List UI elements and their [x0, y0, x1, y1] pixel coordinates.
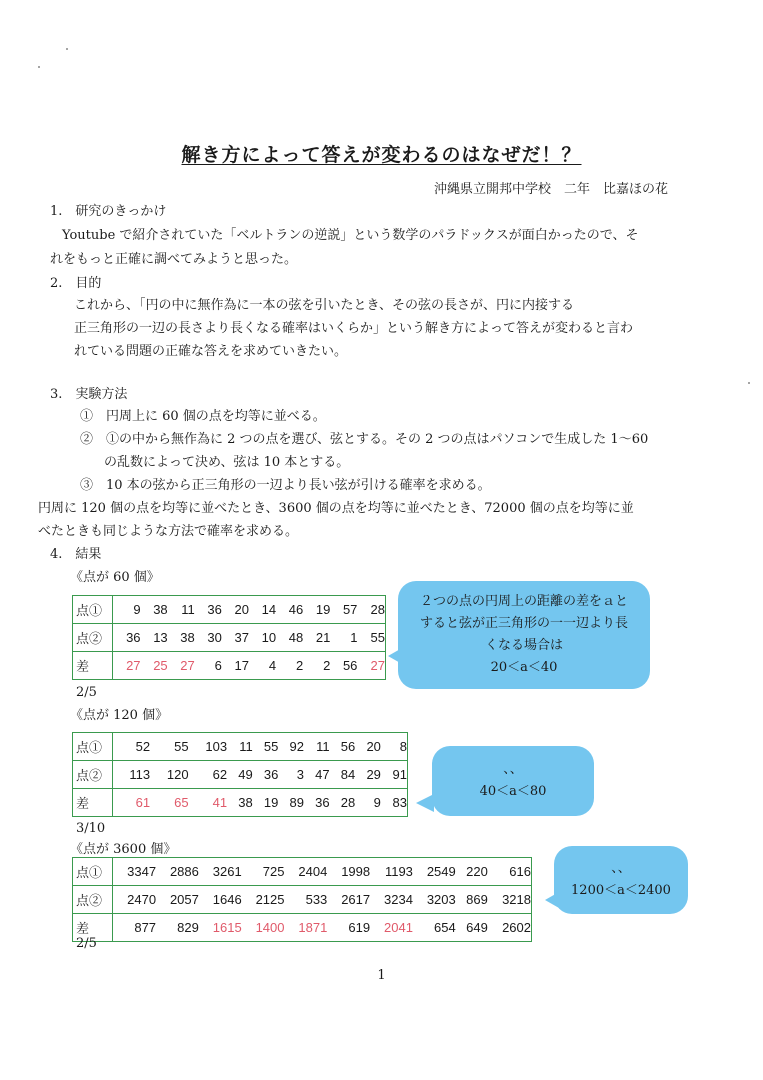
- table-row: [73, 886, 532, 914]
- table-row: [73, 733, 408, 761]
- point-cell: 46: [276, 596, 303, 624]
- point-cell: 49: [227, 761, 253, 789]
- bubble-line: 、、: [611, 861, 631, 876]
- diff-cell: 27: [357, 652, 385, 680]
- table60-result: 2/5: [76, 685, 97, 700]
- bubble-line: すると弦が正三角形の一一辺より長: [419, 616, 628, 631]
- bubble-line: 40＜a＜80: [479, 784, 547, 799]
- point-cell: 1646: [199, 886, 242, 914]
- table3600-caption: 《点が 3600 個》: [70, 842, 177, 857]
- table-60-points: [72, 595, 386, 680]
- point-cell: 20: [222, 596, 249, 624]
- point-cell: 103: [189, 733, 227, 761]
- point-cell: 113: [113, 761, 151, 789]
- diff-cell: 829: [156, 914, 199, 942]
- point-cell: 616: [488, 858, 532, 886]
- diff-cell: 41: [189, 789, 227, 817]
- bubble-tail: [388, 648, 402, 664]
- point-cell: 57: [330, 596, 357, 624]
- callout-bubble-120: [432, 746, 594, 816]
- point-cell: 11: [304, 733, 330, 761]
- diff-cell: 61: [113, 789, 151, 817]
- method-step-1: ① 円周上に 60 個の点を均等に並べる。: [80, 409, 326, 424]
- point-cell: 14: [249, 596, 276, 624]
- diff-cell: 19: [253, 789, 279, 817]
- section2-heading: 2. 目的: [50, 276, 102, 291]
- point-cell: 36: [195, 596, 222, 624]
- point-cell: 21: [303, 624, 330, 652]
- bubble-line: くなる場合は: [484, 638, 563, 653]
- section1-text-line2: れをもっと正確に調べてみようと思った。: [50, 252, 298, 267]
- point-cell: 55: [357, 624, 385, 652]
- author-line: 沖縄県立開邦中学校 二年 比嘉ほの花: [433, 182, 668, 197]
- method-extra-line1: 円周に 120 個の点を均等に並べたとき、3600 個の点を均等に並べたとき、72000 個の点を均等に並: [38, 501, 634, 516]
- bubble-line: 20＜a＜40: [490, 660, 558, 675]
- section2-text-line1: これから、「円の中に無作為に一本の弦を引いたとき、その弦の長さが、円に内接する: [74, 298, 574, 313]
- point-cell: 8: [381, 733, 408, 761]
- row-label: 点①: [73, 858, 113, 886]
- table-120-points: [72, 732, 408, 817]
- table120-result: 3/10: [76, 821, 106, 836]
- diff-cell: 4: [249, 652, 276, 680]
- section2-text-line3: れている問題の正確な答えを求めていきたい。: [74, 344, 348, 359]
- point-cell: 2549: [413, 858, 456, 886]
- point-cell: 3203: [413, 886, 456, 914]
- point-cell: 533: [284, 886, 327, 914]
- point-cell: 38: [168, 624, 195, 652]
- bubble-tail: [545, 892, 559, 908]
- point-cell: 120: [150, 761, 188, 789]
- diff-cell: 1871: [284, 914, 327, 942]
- table120-caption: 《点が 120 個》: [70, 708, 169, 723]
- point-cell: 725: [242, 858, 285, 886]
- point-cell: 3234: [370, 886, 413, 914]
- point-cell: 2404: [284, 858, 327, 886]
- point-cell: 29: [355, 761, 381, 789]
- method-extra-line2: べたときも同じような方法で確率を求める。: [38, 524, 299, 539]
- method-step-3: ③ 10 本の弦から正三角形の一辺より長い弦が引ける確率を求める。: [80, 478, 491, 493]
- point-cell: 56: [330, 733, 356, 761]
- diff-cell: 1615: [199, 914, 242, 942]
- table-row: [73, 624, 386, 652]
- callout-bubble-3600: [554, 846, 688, 914]
- bubble-tail: [416, 794, 434, 812]
- point-cell: 55: [150, 733, 188, 761]
- point-cell: 47: [304, 761, 330, 789]
- diff-cell: 9: [355, 789, 381, 817]
- section3-heading: 3. 実験方法: [50, 387, 128, 402]
- table-row: [73, 914, 532, 942]
- method-step-2: ② ①の中から無作為に 2 つの点を選び、弦とする。その 2 つの点はパソコンで生成した 1～60: [80, 432, 649, 447]
- diff-cell: 6: [195, 652, 222, 680]
- row-label: 点②: [73, 761, 113, 789]
- point-cell: 1: [330, 624, 357, 652]
- diff-cell: 89: [278, 789, 304, 817]
- table-row: [73, 858, 532, 886]
- point-cell: 9: [113, 596, 141, 624]
- table-row: [73, 761, 408, 789]
- point-cell: 3261: [199, 858, 242, 886]
- row-label: 点①: [73, 733, 113, 761]
- point-cell: 91: [381, 761, 408, 789]
- section2-text-line2: 正三角形の一辺の長さより長くなる確率はいくらか」という解き方によって答えが変わると言わ: [74, 321, 634, 336]
- bubble-line: 、、: [503, 762, 523, 777]
- point-cell: 1998: [327, 858, 370, 886]
- point-cell: 3: [278, 761, 304, 789]
- callout-bubble-60: [398, 581, 650, 689]
- point-cell: 30: [195, 624, 222, 652]
- table-row: [73, 789, 408, 817]
- diff-cell: 654: [413, 914, 456, 942]
- diff-cell: 65: [150, 789, 188, 817]
- point-cell: 220: [456, 858, 488, 886]
- point-cell: 62: [189, 761, 227, 789]
- point-cell: 48: [276, 624, 303, 652]
- point-cell: 36: [253, 761, 279, 789]
- method-step-2-cont: の乱数によって決め、弦は 10 本とする。: [104, 455, 350, 470]
- diff-cell: 38: [227, 789, 253, 817]
- diff-cell: 28: [330, 789, 356, 817]
- diff-cell: 2: [303, 652, 330, 680]
- section1-text-line1: Youtube で紹介されていた「ベルトランの逆説」という数学のパラドックスが面白かったので、そ: [62, 228, 639, 243]
- diff-cell: 36: [304, 789, 330, 817]
- table-3600-points: [72, 857, 532, 942]
- diff-cell: 2602: [488, 914, 532, 942]
- point-cell: 11: [168, 596, 195, 624]
- point-cell: 19: [303, 596, 330, 624]
- point-cell: 2470: [113, 886, 157, 914]
- diff-cell: 1400: [242, 914, 285, 942]
- point-cell: 13: [141, 624, 168, 652]
- point-cell: 3218: [488, 886, 532, 914]
- point-cell: 2057: [156, 886, 199, 914]
- diff-cell: 27: [113, 652, 141, 680]
- point-cell: 10: [249, 624, 276, 652]
- table60-caption: 《点が 60 個》: [70, 570, 160, 585]
- row-label: 点②: [73, 624, 113, 652]
- diff-cell: 17: [222, 652, 249, 680]
- point-cell: 869: [456, 886, 488, 914]
- diff-cell: 83: [381, 789, 408, 817]
- point-cell: 55: [253, 733, 279, 761]
- table-row: [73, 596, 386, 624]
- diff-cell: 56: [330, 652, 357, 680]
- page-title: 解き方によって答えが変わるのはなぜだ！？: [181, 144, 582, 166]
- row-label: 差: [73, 789, 113, 817]
- diff-cell: 649: [456, 914, 488, 942]
- point-cell: 2886: [156, 858, 199, 886]
- point-cell: 20: [355, 733, 381, 761]
- point-cell: 37: [222, 624, 249, 652]
- point-cell: 52: [113, 733, 151, 761]
- point-cell: 84: [330, 761, 356, 789]
- table3600-result: 2/5: [76, 936, 97, 951]
- point-cell: 36: [113, 624, 141, 652]
- diff-cell: 2041: [370, 914, 413, 942]
- diff-cell: 877: [113, 914, 157, 942]
- point-cell: 28: [357, 596, 385, 624]
- point-cell: 2617: [327, 886, 370, 914]
- point-cell: 3347: [113, 858, 157, 886]
- point-cell: 92: [278, 733, 304, 761]
- point-cell: 1193: [370, 858, 413, 886]
- point-cell: 11: [227, 733, 253, 761]
- row-label: 点①: [73, 596, 113, 624]
- point-cell: 38: [141, 596, 168, 624]
- row-label: 点②: [73, 886, 113, 914]
- point-cell: 2125: [242, 886, 285, 914]
- bubble-line: 1200＜a＜2400: [571, 883, 671, 898]
- page-number: 1: [377, 968, 386, 983]
- diff-cell: 619: [327, 914, 370, 942]
- table-row: [73, 652, 386, 680]
- diff-cell: 27: [168, 652, 195, 680]
- diff-cell: 2: [276, 652, 303, 680]
- section4-heading: 4. 結果: [50, 547, 102, 562]
- diff-cell: 25: [141, 652, 168, 680]
- row-label: 差: [73, 914, 113, 942]
- row-label: 差: [73, 652, 113, 680]
- bubble-line: ２つの点の円周上の距離の差をａと: [419, 594, 628, 609]
- section1-heading: 1. 研究のきっかけ: [50, 204, 167, 219]
